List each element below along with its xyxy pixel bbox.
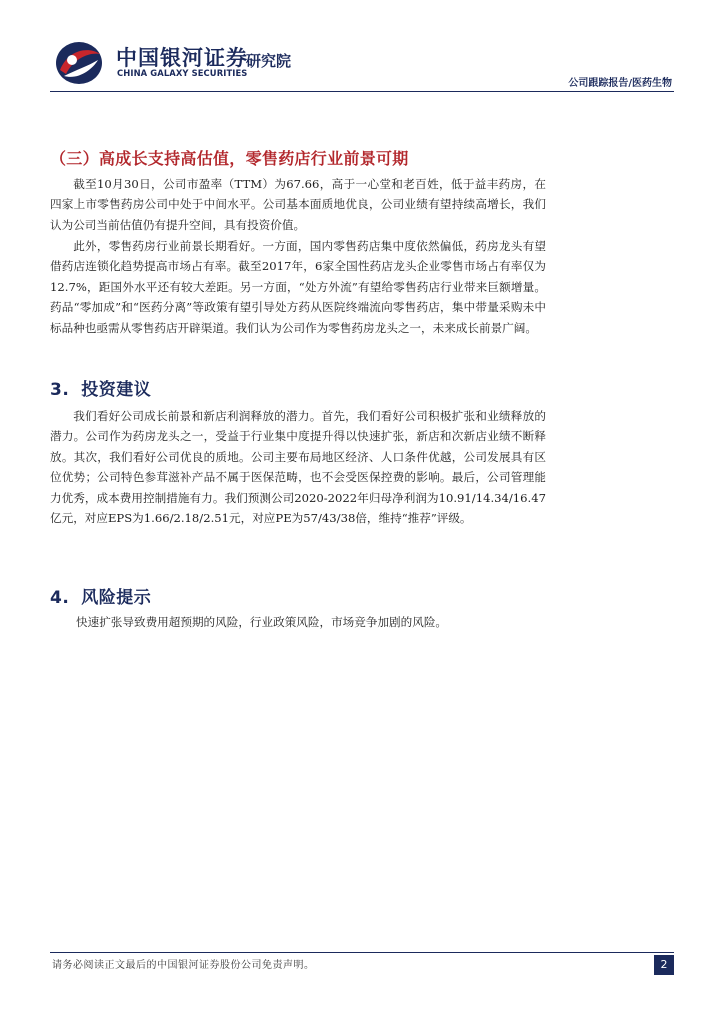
section-title: 投资建议 <box>81 380 152 400</box>
page-header <box>0 0 724 100</box>
section-heading-risk <box>50 583 151 608</box>
body-paragraph: 截至10月30日，公司市盈率（TTM）为67.66，高于一心堂和老百姓，低于益丰药房，在四家上市零售药房公司中处于中间水平。公司基本面质地优良，公司业绩有望持续高增长，我们认为公司当前估值仍有提升空间，具有投资价值。 <box>50 177 546 232</box>
institute-label: 研究院 <box>246 52 292 70</box>
body-paragraph: 我们看好公司成长前景和新店利润释放的潜力。首先，我们看好公司积极扩张和业绩释放的潜力。公司作为药房龙头之一，受益于行业集中度提升得以快速扩张，新店和次新店业绩不断释放。其次，我们看好公司优良的质地。公司主要布局地区经济、人口条件优越，公司发展具有区位优势；公司特色参茸滋补产品不属于医保范畴，也不会受医保控费的影响。最后，公司管理能力优秀，成本费用控制措施有力。我们预测公司2020-2022年归母净利润为10.91/14.34/16.47亿元，对应EPS为1.66/2.18/2.51元，对应PE为57/43/38倍，维持“推荐”评级。 <box>50 409 546 526</box>
report-type: 公司跟踪报告/医药生物 <box>568 78 672 89</box>
section-heading-investment <box>50 375 151 400</box>
footer-divider <box>50 952 674 953</box>
header-divider <box>50 91 674 92</box>
galaxy-logo-icon <box>54 40 104 86</box>
body-paragraph: 快速扩张导致费用超预期的风险，行业政策风险，市场竞争加剧的风险。 <box>76 615 448 629</box>
body-paragraph: 此外，零售药房行业前景长期看好。一方面，国内零售药店集中度依然偏低，药房龙头有望借药店连锁化趋势提高市场占有率。截至2017年，6家全国性药店龙头企业零售市场占有率仅为12.7%，距国外水平还有较大差距。另一方面，“处方外流”有望给零售药店行业带来巨额增量。药品“零加成”和“医药分离”等政策有望引导处方药从医院终端流向零售药店，集中带量采购未中标品种也亟需从零售药店开辟渠道。我们认为公司作为零售药房龙头之一，未来成长前景广阔。 <box>50 239 546 335</box>
section-number: 4. <box>50 588 70 608</box>
brand-name-en: CHINA GALAXY SECURITIES <box>117 68 248 78</box>
section-number: 3. <box>50 380 70 400</box>
disclaimer-note: 请务必阅读正文最后的中国银河证券股份公司免责声明。 <box>52 960 315 971</box>
page-number: 2 <box>654 955 674 975</box>
subsection-heading: （三）高成长支持高估值，零售药店行业前景可期 <box>50 149 409 168</box>
section-title: 风险提示 <box>81 588 152 608</box>
brand-name-cn: 中国银河证券 <box>116 46 248 70</box>
